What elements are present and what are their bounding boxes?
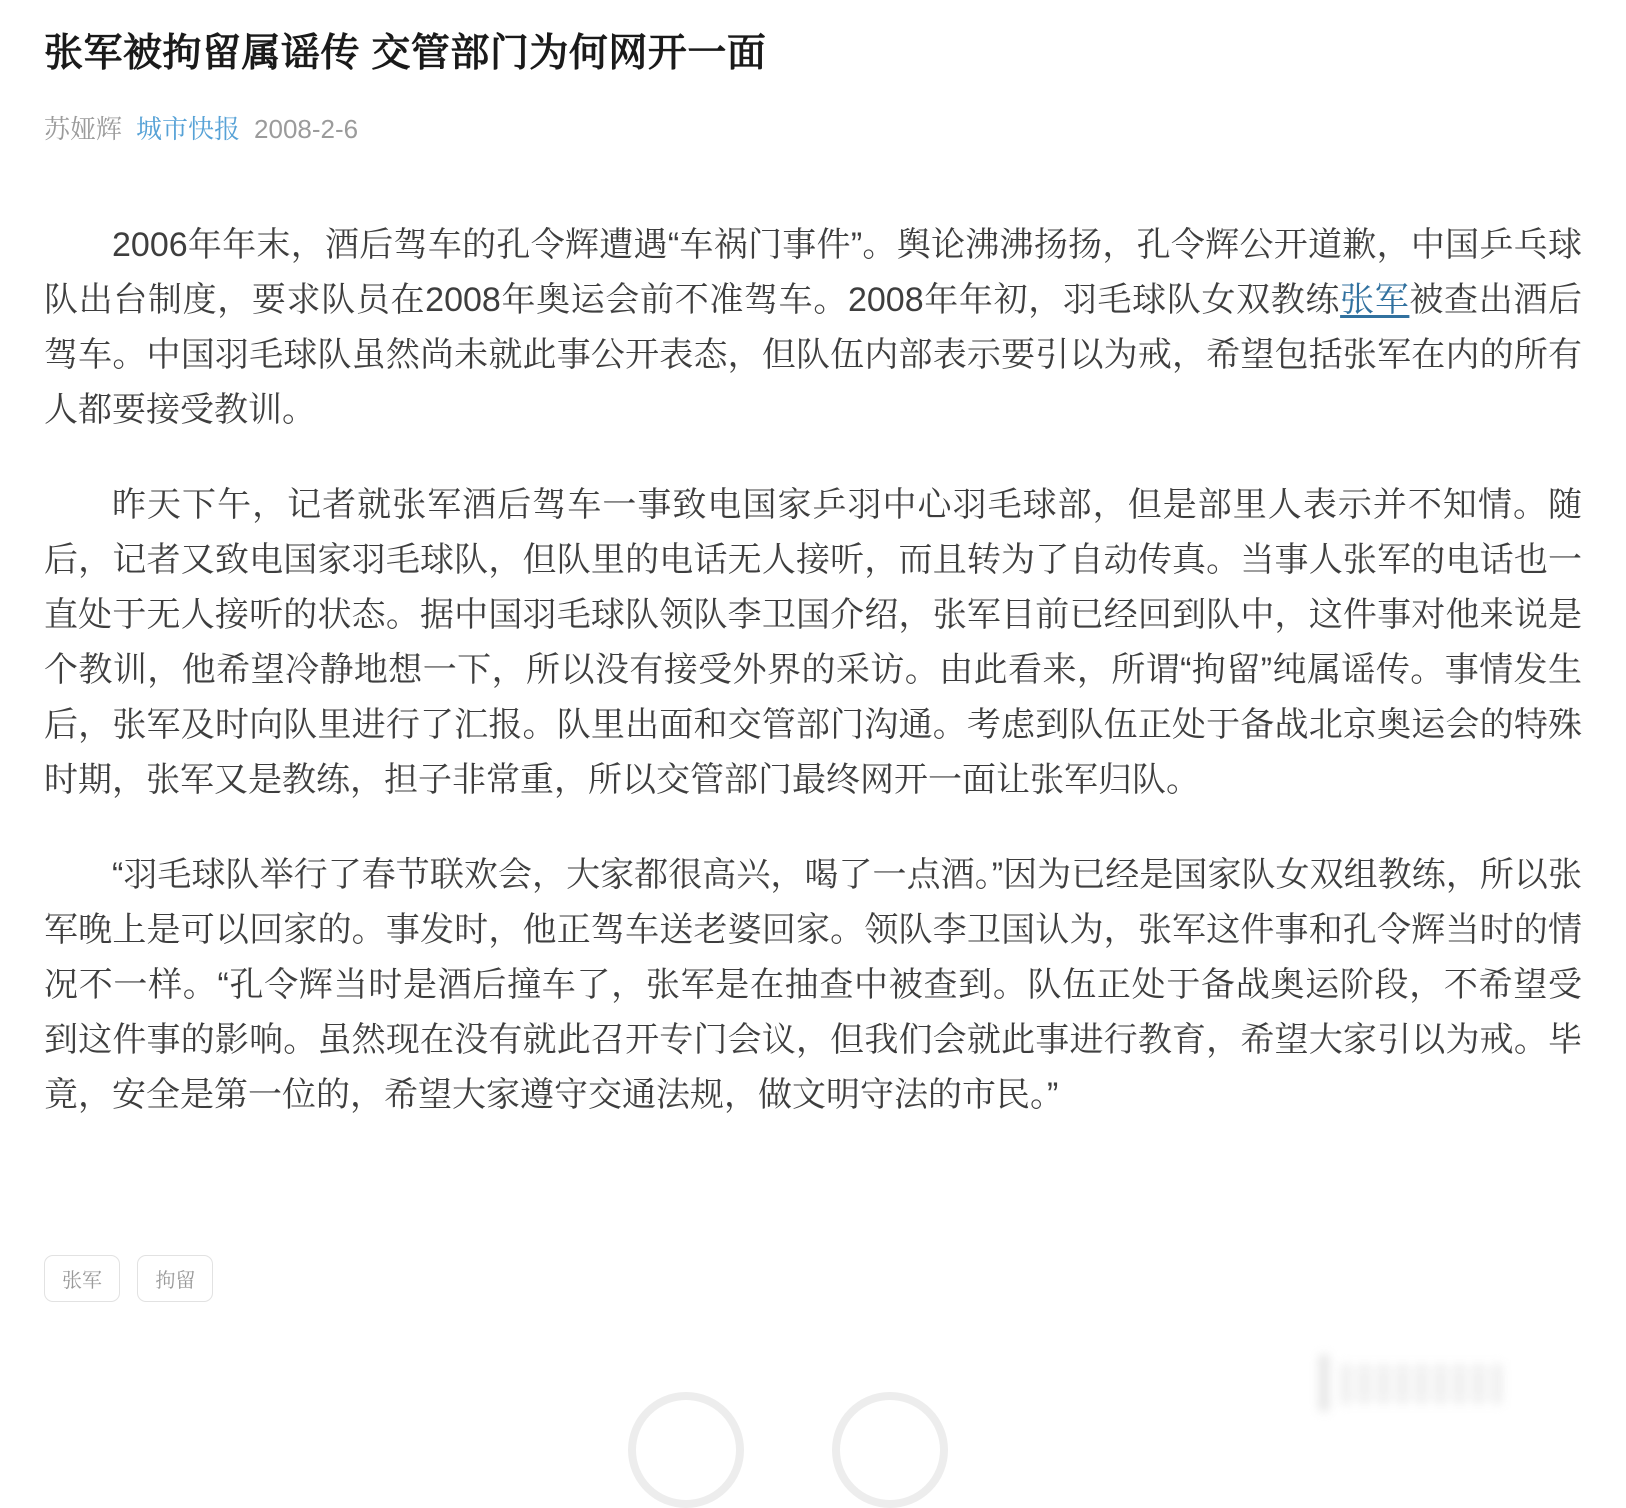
paragraph-1-text-pre: 2006年年末，酒后驾车的孔令辉遭遇“车祸门事件”。舆论沸沸扬扬，孔令辉公开道歉，中国乒乓球队出台制度，要求队员在2008年奥运会前不准驾车。2008年年初，羽毛球队女双教练 [44, 225, 1582, 319]
zhangjun-inline-link[interactable]: 张军 [1340, 280, 1410, 319]
paragraph-2: 昨天下午，记者就张军酒后驾车一事致电国家乒羽中心羽毛球部，但是部里人表示并不知情。随后，记者又致电国家羽毛球队，但队里的电话无人接听，而且转为了自动传真。当事人张军的电话也一直处于无人接听的状态。据中国羽毛球队领队李卫国介绍，张军目前已经回到队中，这件事对他来说是个教训，他希望冷静地想一下，所以没有接受外界的采访。由此看来，所谓“拘留”纯属谣传。事情发生后，张军及时向队里进行了汇报。队里出面和交管部门沟通。考虑到队伍正处于备战北京奥运会的特殊时期，张军又是教练，担子非常重，所以交管部门最终网开一面让张军归队。 [44, 485, 1582, 799]
article-body [44, 218, 1582, 1123]
watermark-smudge [1295, 1355, 1513, 1411]
byline-author: 苏娅辉 [44, 113, 123, 144]
byline-source-link[interactable]: 城市快报 [136, 113, 241, 144]
paragraph-1-text-post: 被查出酒后驾车。中国羽毛球队虽然尚未就此事公开表态，但队伍内部表示要引以为戒，希望包括张军在内的所有人都要接受教训。 [44, 280, 1583, 429]
article-title: 张军被拘留属谣传 交管部门为何网开一面 [44, 32, 767, 75]
watermark-bar [1319, 1355, 1329, 1411]
tag-zhangjun[interactable]: 张军 [44, 1255, 120, 1302]
paragraph-3: “羽毛球队举行了春节联欢会，大家都很高兴，喝了一点酒。”因为已经是国家队女双组教练，所以张军晚上是可以回家的。事发时，他正驾车送老婆回家。领队李卫国认为，张军这件事和孔令辉当时的情况不一样。“孔令辉当时是酒后撞车了，张军是在抽查中被查到。队伍正处于备战奥运阶段，不希望受到这件事的影响。虽然现在没有就此召开专门会议，但我们会就此事进行教育，希望大家引以为戒。毕竟，安全是第一位的，希望大家遵守交通法规，做文明守法的市民。” [44, 855, 1582, 1114]
tag-detention[interactable]: 拘留 [137, 1255, 213, 1302]
watermark-block [1341, 1364, 1503, 1404]
watermark-circle-left [628, 1392, 744, 1508]
paragraph-1 [44, 218, 1582, 438]
byline [44, 109, 1582, 146]
tag-list [44, 1255, 1582, 1302]
byline-date: 2008-2-6 [254, 113, 359, 144]
watermark-circle-right [832, 1392, 948, 1508]
